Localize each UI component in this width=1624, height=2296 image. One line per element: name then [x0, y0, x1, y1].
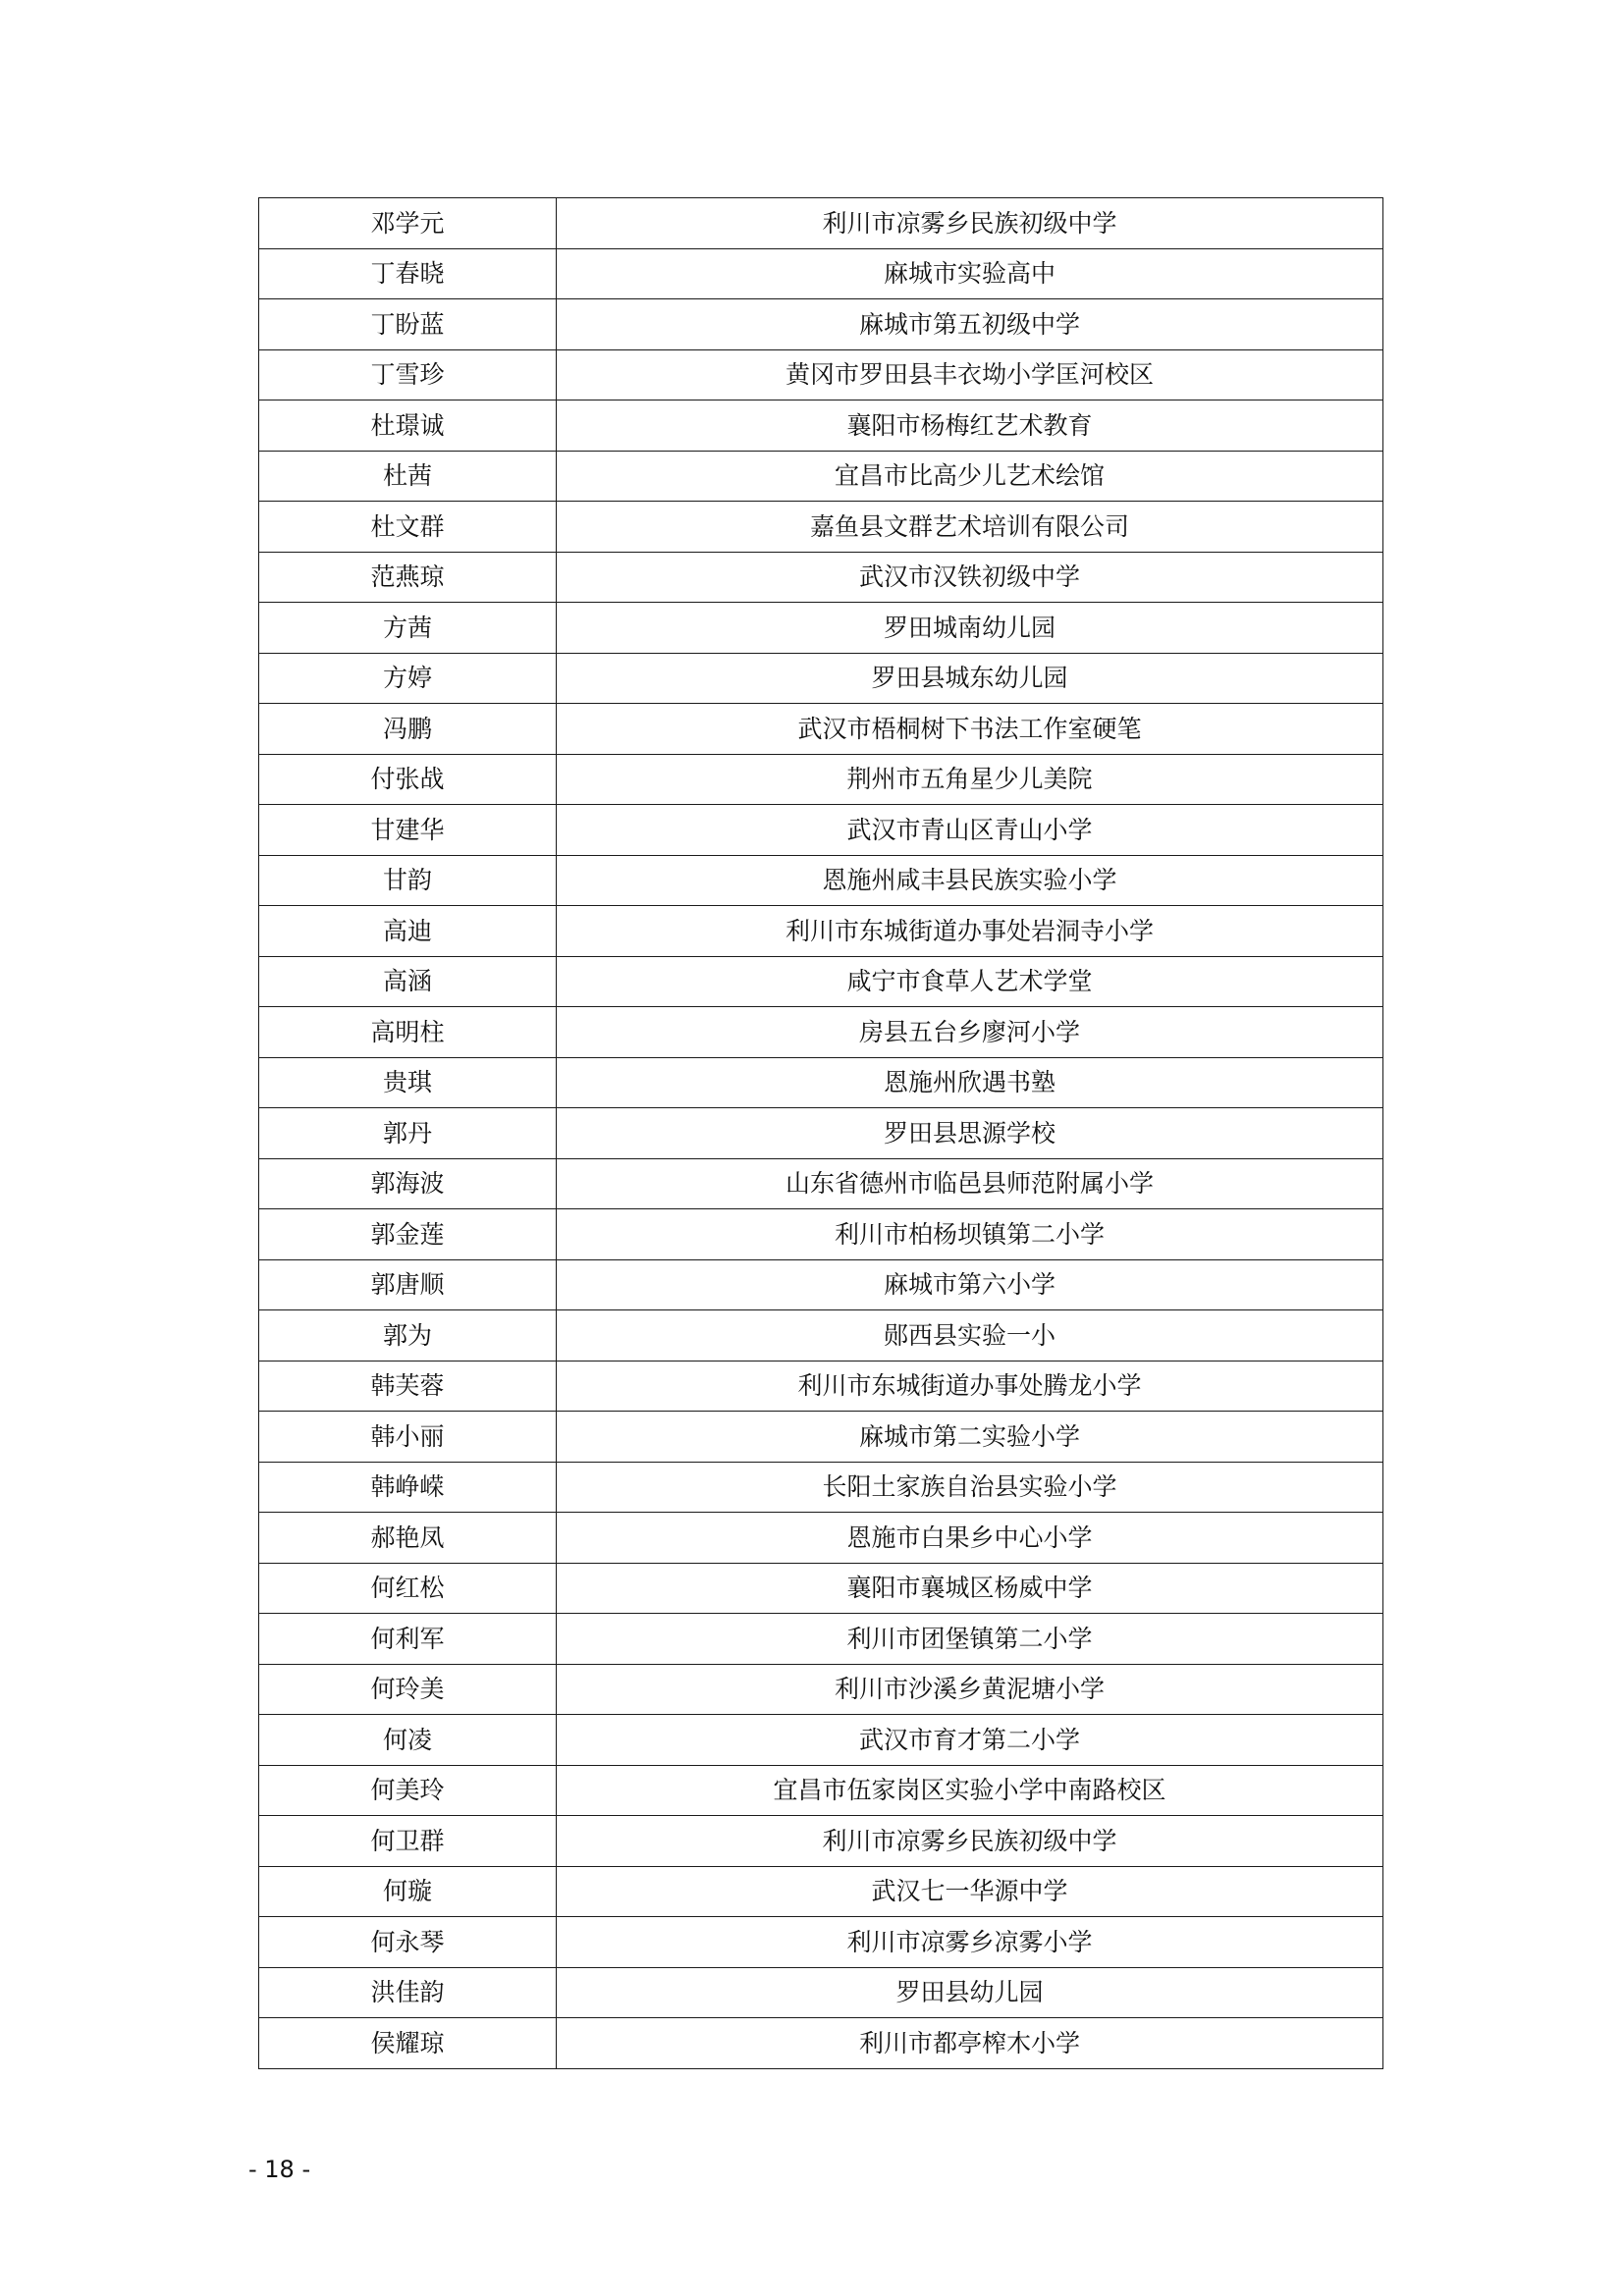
organization-cell: 武汉市育才第二小学	[557, 1715, 1383, 1766]
organization-cell: 利川市东城街道办事处岩洞寺小学	[557, 906, 1383, 957]
name-cell: 韩小丽	[259, 1412, 557, 1463]
organization-cell: 利川市凉雾乡凉雾小学	[557, 1917, 1383, 1968]
name-cell: 韩芙蓉	[259, 1361, 557, 1412]
table-row	[259, 1765, 1383, 1816]
organization-cell: 黄冈市罗田县丰衣坳小学匡河校区	[557, 349, 1383, 400]
table-row	[259, 299, 1383, 350]
name-cell: 何卫群	[259, 1816, 557, 1867]
page-number: - 18 -	[248, 2156, 311, 2183]
table-row	[259, 906, 1383, 957]
name-cell: 付张战	[259, 754, 557, 805]
table-row	[259, 1513, 1383, 1564]
name-cell: 何永琴	[259, 1917, 557, 1968]
table-row	[259, 653, 1383, 704]
name-cell: 何红松	[259, 1563, 557, 1614]
table-row	[259, 400, 1383, 452]
name-cell: 洪佳韵	[259, 1967, 557, 2018]
table-row	[259, 1209, 1383, 1260]
table-row	[259, 1715, 1383, 1766]
organization-cell: 利川市沙溪乡黄泥塘小学	[557, 1664, 1383, 1715]
table-row	[259, 248, 1383, 299]
table-row	[259, 198, 1383, 249]
table-row	[259, 1259, 1383, 1310]
organization-cell: 山东省德州市临邑县师范附属小学	[557, 1158, 1383, 1209]
table-row	[259, 1563, 1383, 1614]
table-row	[259, 349, 1383, 400]
table-row	[259, 855, 1383, 906]
organization-cell: 襄阳市杨梅红艺术教育	[557, 400, 1383, 452]
name-cell: 何利军	[259, 1614, 557, 1665]
name-cell: 杜茜	[259, 451, 557, 502]
organization-cell: 罗田城南幼儿园	[557, 603, 1383, 654]
organization-cell: 麻城市第六小学	[557, 1259, 1383, 1310]
name-cell: 丁雪珍	[259, 349, 557, 400]
organization-cell: 利川市柏杨坝镇第二小学	[557, 1209, 1383, 1260]
organization-cell: 咸宁市食草人艺术学堂	[557, 956, 1383, 1007]
name-cell: 高涵	[259, 956, 557, 1007]
roster-table	[258, 197, 1383, 2069]
organization-cell: 利川市凉雾乡民族初级中学	[557, 198, 1383, 249]
table-row	[259, 1664, 1383, 1715]
table-row	[259, 1007, 1383, 1058]
organization-cell: 嘉鱼县文群艺术培训有限公司	[557, 502, 1383, 553]
organization-cell: 利川市东城街道办事处腾龙小学	[557, 1361, 1383, 1412]
table-row	[259, 1816, 1383, 1867]
organization-cell: 利川市都亭榨木小学	[557, 2018, 1383, 2069]
name-cell: 杜文群	[259, 502, 557, 553]
organization-cell: 武汉七一华源中学	[557, 1866, 1383, 1917]
name-cell: 方茜	[259, 603, 557, 654]
name-cell: 郝艳凤	[259, 1513, 557, 1564]
organization-cell: 罗田县城东幼儿园	[557, 653, 1383, 704]
organization-cell: 宜昌市伍家岗区实验小学中南路校区	[557, 1765, 1383, 1816]
name-cell: 郭为	[259, 1310, 557, 1362]
name-cell: 甘韵	[259, 855, 557, 906]
name-cell: 何凌	[259, 1715, 557, 1766]
table-row	[259, 2018, 1383, 2069]
organization-cell: 麻城市第五初级中学	[557, 299, 1383, 350]
table-row	[259, 1310, 1383, 1362]
organization-cell: 武汉市汉铁初级中学	[557, 552, 1383, 603]
name-cell: 侯耀琼	[259, 2018, 557, 2069]
name-cell: 郭丹	[259, 1108, 557, 1159]
table-row	[259, 1158, 1383, 1209]
name-cell: 甘建华	[259, 805, 557, 856]
table-row	[259, 704, 1383, 755]
table-row	[259, 1917, 1383, 1968]
table-row	[259, 1866, 1383, 1917]
name-cell: 郭金莲	[259, 1209, 557, 1260]
table-row	[259, 754, 1383, 805]
organization-cell: 利川市凉雾乡民族初级中学	[557, 1816, 1383, 1867]
organization-cell: 恩施州欣遇书塾	[557, 1057, 1383, 1108]
table-row	[259, 1462, 1383, 1513]
name-cell: 丁盼蓝	[259, 299, 557, 350]
name-cell: 冯鹏	[259, 704, 557, 755]
organization-cell: 恩施州咸丰县民族实验小学	[557, 855, 1383, 906]
organization-cell: 襄阳市襄城区杨威中学	[557, 1563, 1383, 1614]
table-row	[259, 1108, 1383, 1159]
name-cell: 丁春晓	[259, 248, 557, 299]
organization-cell: 郧西县实验一小	[557, 1310, 1383, 1362]
name-cell: 范燕琼	[259, 552, 557, 603]
name-cell: 方婷	[259, 653, 557, 704]
table-row	[259, 1057, 1383, 1108]
table-row	[259, 603, 1383, 654]
name-cell: 何美玲	[259, 1765, 557, 1816]
name-cell: 郭海波	[259, 1158, 557, 1209]
organization-cell: 房县五台乡廖河小学	[557, 1007, 1383, 1058]
table-row	[259, 1967, 1383, 2018]
organization-cell: 罗田县幼儿园	[557, 1967, 1383, 2018]
name-cell: 郭唐顺	[259, 1259, 557, 1310]
table-row	[259, 502, 1383, 553]
name-cell: 韩峥嵘	[259, 1462, 557, 1513]
organization-cell: 荆州市五角星少儿美院	[557, 754, 1383, 805]
table-row	[259, 805, 1383, 856]
name-cell: 高迪	[259, 906, 557, 957]
organization-cell: 麻城市实验高中	[557, 248, 1383, 299]
organization-cell: 利川市团堡镇第二小学	[557, 1614, 1383, 1665]
table-row	[259, 552, 1383, 603]
organization-cell: 武汉市梧桐树下书法工作室硬笔	[557, 704, 1383, 755]
table-row	[259, 1361, 1383, 1412]
table-row	[259, 1412, 1383, 1463]
name-cell: 杜璟诚	[259, 400, 557, 452]
organization-cell: 长阳土家族自治县实验小学	[557, 1462, 1383, 1513]
organization-cell: 武汉市青山区青山小学	[557, 805, 1383, 856]
name-cell: 何玲美	[259, 1664, 557, 1715]
organization-cell: 宜昌市比高少儿艺术绘馆	[557, 451, 1383, 502]
name-cell: 邓学元	[259, 198, 557, 249]
table-row	[259, 1614, 1383, 1665]
table-row	[259, 451, 1383, 502]
table-row	[259, 956, 1383, 1007]
organization-cell: 罗田县思源学校	[557, 1108, 1383, 1159]
name-cell: 贵琪	[259, 1057, 557, 1108]
organization-cell: 麻城市第二实验小学	[557, 1412, 1383, 1463]
organization-cell: 恩施市白果乡中心小学	[557, 1513, 1383, 1564]
roster-table-body	[259, 198, 1383, 2069]
name-cell: 何璇	[259, 1866, 557, 1917]
name-cell: 高明柱	[259, 1007, 557, 1058]
